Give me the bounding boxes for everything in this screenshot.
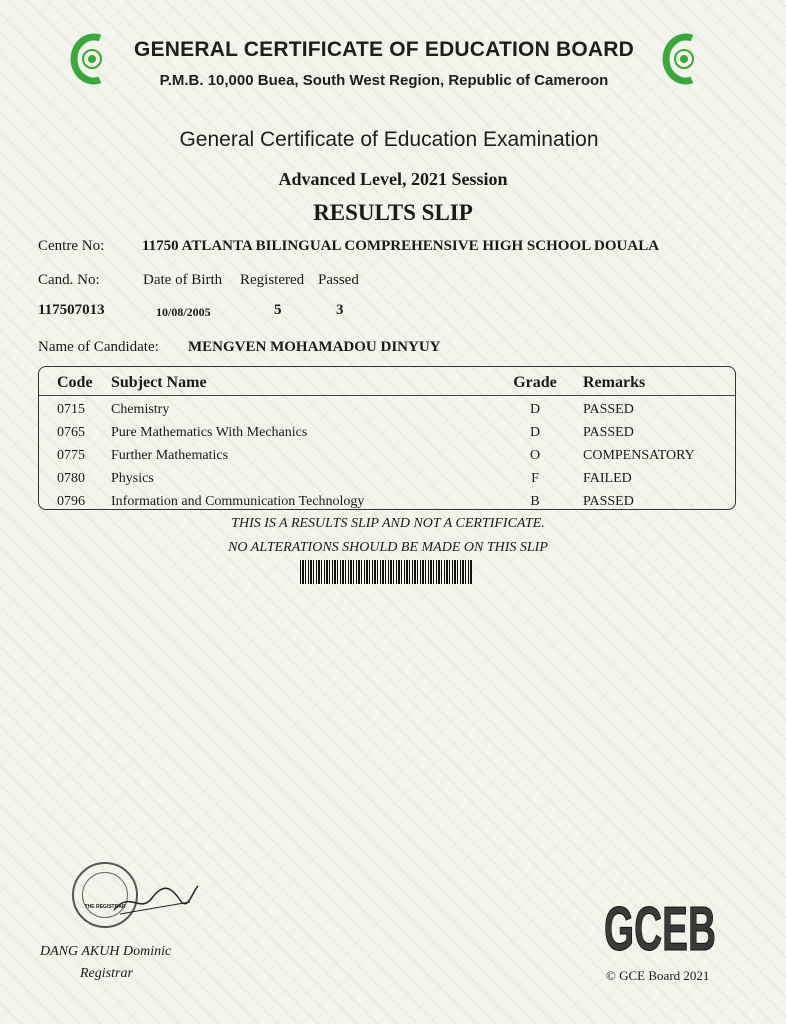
header-remarks: Remarks xyxy=(583,374,646,391)
notice-line-2: NO ALTERATIONS SHOULD BE MADE ON THIS SLIP xyxy=(228,540,548,555)
table-row xyxy=(39,491,737,513)
copyright: © GCE Board 2021 xyxy=(606,968,710,983)
row-remarks: PASSED xyxy=(583,402,634,417)
row-grade: B xyxy=(530,494,540,509)
row-subject: Pure Mathematics With Mechanics xyxy=(111,425,308,440)
centre-label: Centre No: xyxy=(38,238,105,254)
seal-text: THE REGISTRAR xyxy=(84,904,126,910)
registrar-name: DANG AKUH Dominic xyxy=(40,944,172,959)
passed-value: 3 xyxy=(336,302,344,318)
results-table xyxy=(38,366,736,510)
header-grade: Grade xyxy=(513,374,557,391)
row-grade: D xyxy=(529,402,541,417)
exam-title: General Certificate of Education Examination xyxy=(179,128,599,151)
brand-text: GCEB xyxy=(604,895,716,964)
row-code: 0765 xyxy=(57,425,85,440)
row-subject: Information and Communication Technology xyxy=(111,494,365,509)
row-code: 0796 xyxy=(57,494,85,509)
registrar-title: Registrar xyxy=(80,966,133,981)
row-grade: F xyxy=(531,471,539,486)
gceb-brand-logo xyxy=(600,884,720,964)
table-row xyxy=(39,422,737,444)
row-remarks: PASSED xyxy=(583,494,634,509)
row-code: 0715 xyxy=(57,402,85,417)
exam-session: Advanced Level, 2021 Session xyxy=(278,169,508,189)
registered-label: Registered xyxy=(240,272,305,288)
header-code: Code xyxy=(57,374,93,391)
cand-no-value: 117507013 xyxy=(38,302,105,318)
row-subject: Physics xyxy=(111,471,154,486)
cand-no-label: Cand. No: xyxy=(38,272,100,288)
header-divider xyxy=(39,395,735,396)
board-name: GENERAL CERTIFICATE OF EDUCATION BOARD xyxy=(134,38,634,61)
doc-title: RESULTS SLIP xyxy=(313,200,473,225)
row-code: 0775 xyxy=(57,448,85,463)
header-subject: Subject Name xyxy=(111,374,207,391)
table-row xyxy=(39,445,737,467)
row-remarks: PASSED xyxy=(583,425,634,440)
table-header xyxy=(39,371,737,395)
row-remarks: COMPENSATORY xyxy=(583,448,695,463)
candidate-name: MENGVEN MOHAMADOU DINYUY xyxy=(188,339,441,355)
barcode-icon xyxy=(300,560,472,584)
centre-value: 11750 ATLANTA BILINGUAL COMPREHENSIVE HIGH SCHOOL DOUALA xyxy=(142,238,660,254)
row-code: 0780 xyxy=(57,471,85,486)
registrar-signature-icon xyxy=(110,880,200,920)
row-subject: Further Mathematics xyxy=(111,448,229,463)
board-address: P.M.B. 10,000 Buea, South West Region, Republic of Cameroon xyxy=(159,72,609,89)
row-subject: Chemistry xyxy=(111,402,170,417)
table-row xyxy=(39,399,737,421)
row-remarks: FAILED xyxy=(583,471,632,486)
passed-label: Passed xyxy=(318,272,359,288)
registered-value: 5 xyxy=(274,302,282,318)
candidate-name-label: Name of Candidate: xyxy=(38,339,159,355)
row-grade: D xyxy=(529,425,541,440)
row-grade: O xyxy=(529,448,541,463)
dob-value: 10/08/2005 xyxy=(156,305,211,319)
dob-label: Date of Birth xyxy=(143,272,223,288)
notice-line-1: THIS IS A RESULTS SLIP AND NOT A CERTIFICATE. xyxy=(231,516,545,531)
table-row xyxy=(39,468,737,490)
